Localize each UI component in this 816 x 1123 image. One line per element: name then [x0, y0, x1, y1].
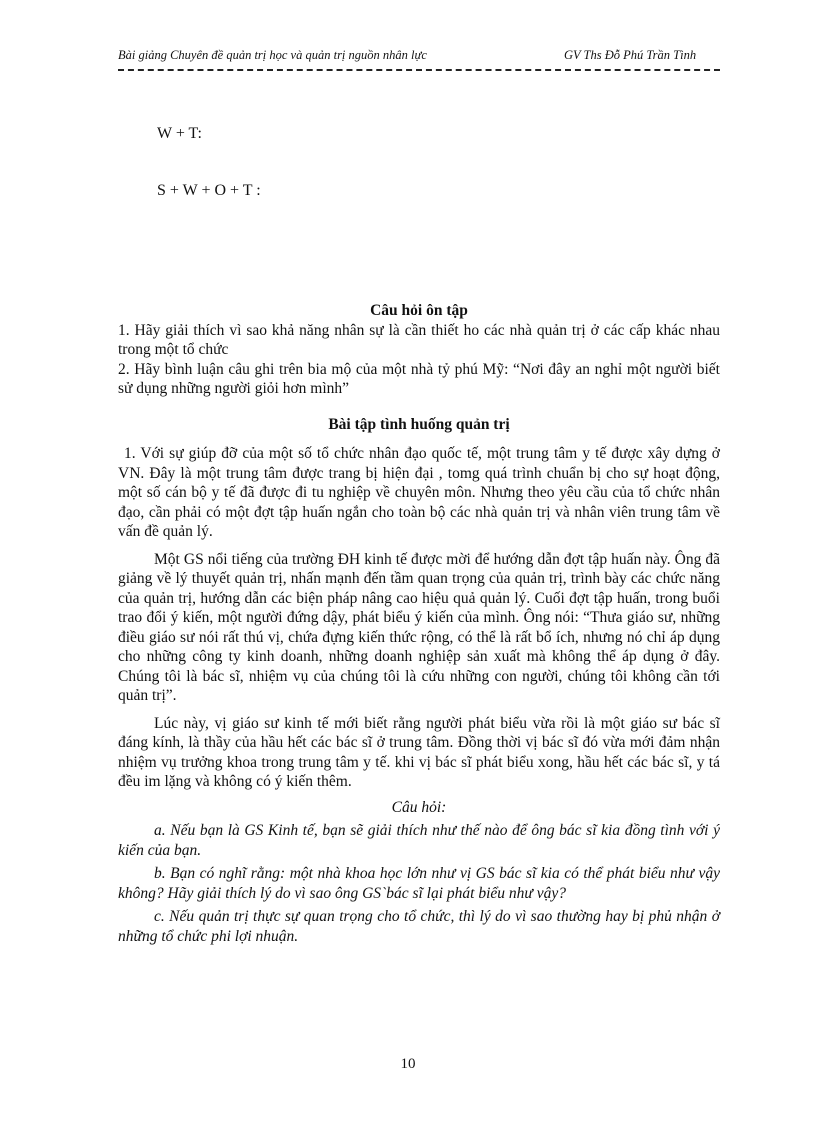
review-question-2: 2. Hãy bình luận câu ghi trên bia mộ của một nhà tỷ phú Mỹ: “Nơi đây an nghỉ một người biết sử dụng những người giỏi hơn mình”: [118, 360, 720, 397]
review-title: Câu hỏi ôn tập: [370, 302, 468, 319]
header-divider: [118, 69, 720, 71]
case-question-b: b. Bạn có nghĩ rằng: một nhà khoa học lớn như vị GS bác sĩ kia có thể phát biểu như vậy không? Hãy giải thích lý do vì sao ông GS`bác sĩ lại phát biểu như vậy?: [118, 865, 720, 902]
case-paragraph-1: 1. Với sự giúp đỡ của một số tổ chức nhân đạo quốc tế, một trung tâm y tế được xây dựng ở VN. Đây là một trung tâm được trang bị hiện đại , tomg quá trình chuẩn bị cho sự hoạt động, một số cán bộ y tế đã được đi tu nghiệp về chuyên môn. Nhưng theo yêu cầu của tổ chức nhân đạo, cần phải có một đợt tập huấn ngắn cho toàn bộ các nhà quản trị và nhân viên trung tâm về vấn đề quản lý.: [118, 445, 720, 540]
case-question-a: a. Nếu bạn là GS Kinh tế, bạn sẽ giải thích như thế nào để ông bác sĩ kia đồng tình với ý kiến của bạn.: [118, 822, 720, 859]
formula-swot: S + W + O + T :: [157, 182, 261, 199]
questions-title: Câu hỏi:: [391, 798, 447, 816]
case-paragraph-3: Lúc này, vị giáo sư kinh tế mới biết rằng người phát biểu vừa rồi là một giáo sư bác sĩ đáng kính, là thầy của hầu hết các bác sĩ ở trung tâm. Đồng thời vị bác sĩ đó vừa mới đảm nhận nhiệm vụ trưởng khoa trong trung tâm y tế. khi vị bác sĩ phát biểu xong, hầu hết các bác sĩ, y tá đều im lặng và không có ý kiến thêm.: [118, 714, 720, 790]
case-title: Bài tập tình huống quản trị: [328, 415, 510, 433]
page-number: 10: [400, 1056, 416, 1072]
main-content: [118, 301, 720, 946]
header-course-title: Bài giảng Chuyên đề quản trị học và quản trị nguồn nhân lực: [118, 48, 427, 62]
header-author: GV Ths Đỗ Phú Trần Tình: [564, 48, 697, 62]
review-question-1: 1. Hãy giải thích vì sao khả năng nhân sự là cần thiết ho các nhà quản trị ở các cấp khác nhau trong một tổ chức: [118, 321, 720, 358]
formula-wt: W + T:: [157, 125, 202, 142]
case-paragraph-2: Một GS nổi tiếng của trường ĐH kinh tế được mời để hướng dẫn đợt tập huấn này. Ông đã giảng về lý thuyết quản trị, nhấn mạnh đến tầm quan trọng của quản trị, trình bày các chức năng của quản trị, hướng dẫn các biện pháp nâng cao hiệu quả quản lý. Cuối đợt tập huấn, trong buổi trao đổi ý kiến, một người đứng dậy, phát biểu ý kiến của mình. Ông nói: “Thưa giáo sư, những điều giáo sư nói rất thú vị, chứa đựng kiến thức rộng, có thể là rất bổ ích, nhưng nó chỉ áp dụng cho những công ty kinh doanh, những doanh nghiệp sản xuất mà không thể áp dụng ở đây. Chúng tôi là bác sĩ, nhiệm vụ của chúng tôi là cứu những con người, chúng tôi không cần tới quản trị”.: [118, 550, 720, 704]
case-question-c: c. Nếu quản trị thực sự quan trọng cho tổ chức, thì lý do vì sao thường hay bị phủ nhận ở những tổ chức phi lợi nhuận.: [118, 908, 720, 945]
